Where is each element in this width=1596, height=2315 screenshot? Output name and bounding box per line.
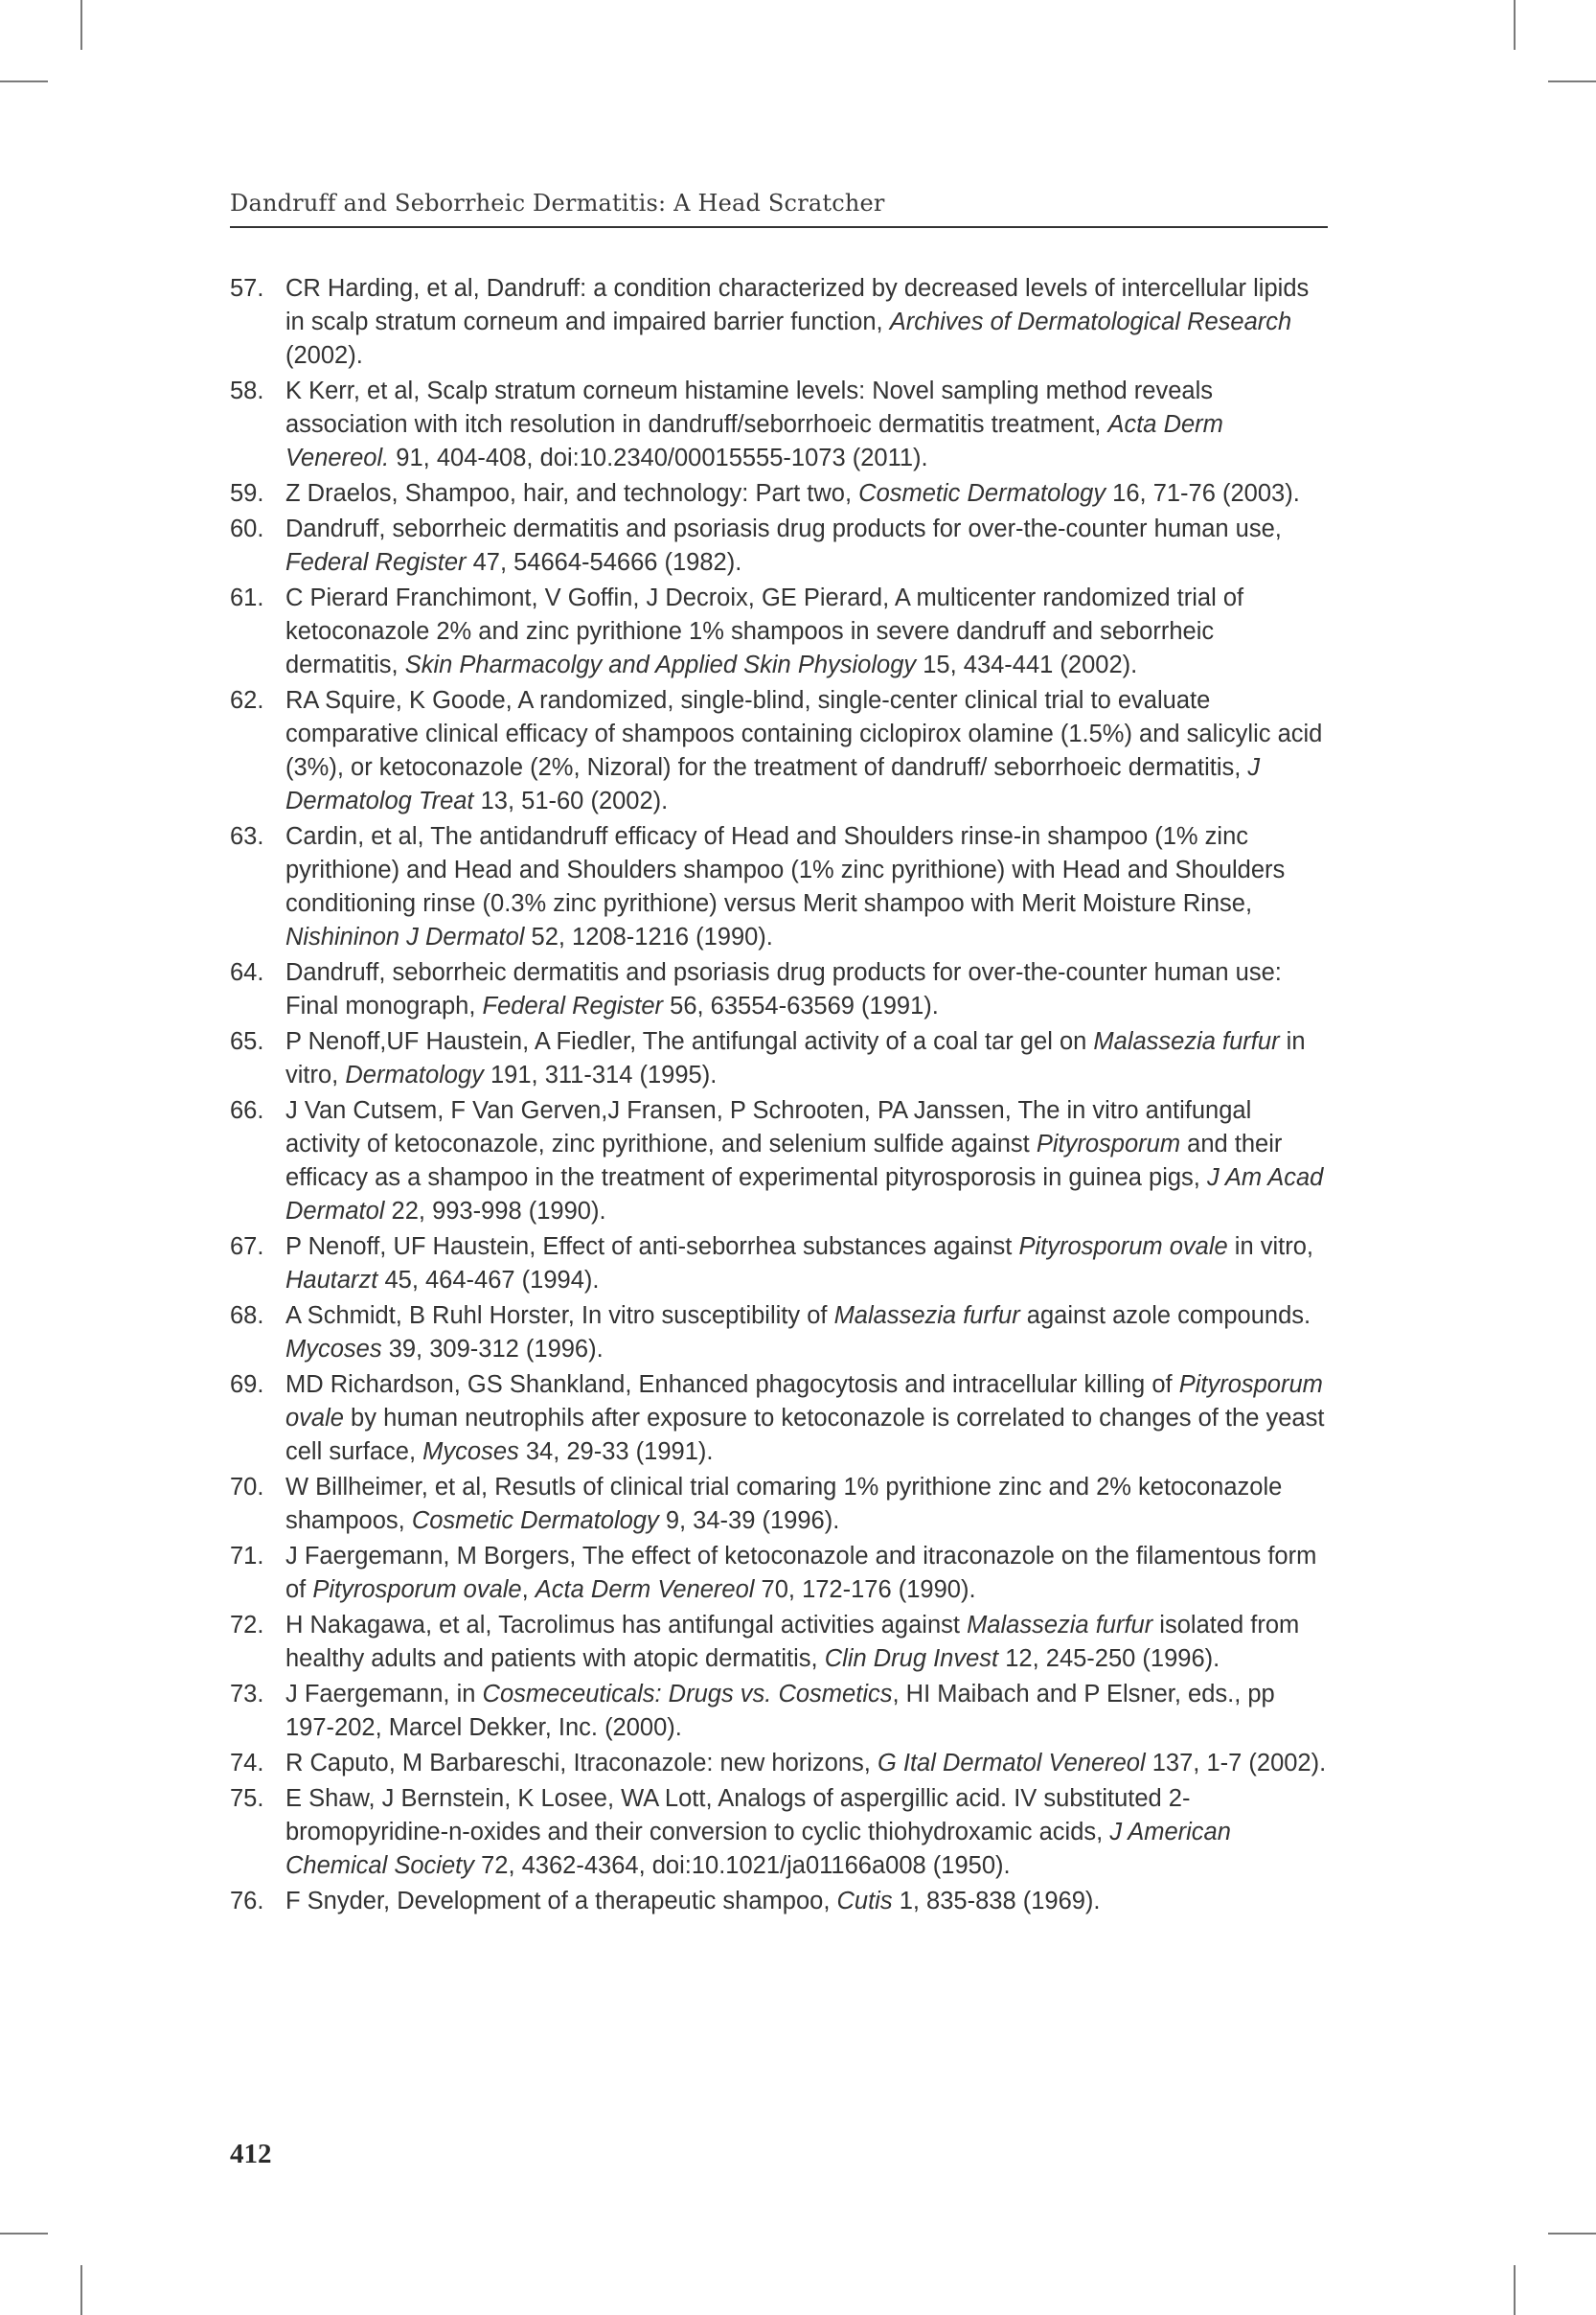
reference-source-title: Archives of Dermatological Research xyxy=(889,309,1292,335)
reference-number: 68. xyxy=(230,1302,264,1329)
reference-text-run: 1, 835-838 (1969). xyxy=(892,1888,1101,1914)
reference-source-title: Nishininon J Dermatol xyxy=(285,924,525,951)
reference-item xyxy=(230,1609,1328,1676)
reference-source-title: J Am Acad Dermatol xyxy=(285,1164,1324,1225)
reference-number: 70. xyxy=(230,1474,264,1501)
reference-number: 72. xyxy=(230,1612,264,1639)
reference-text-run: 70, 172-176 (1990). xyxy=(754,1576,976,1603)
reference-text-run: , HI Maibach and P Elsner, eds., pp 197-202, Marcel Dekker, Inc. (2000). xyxy=(285,1681,1275,1741)
reference-text xyxy=(285,1678,1328,1745)
reference-text-run: RA Squire, K Goode, A randomized, single-blind, single-center clinical trial to evaluate comparative clinical efficacy of shampoos containing ciclopirox olamine (1.5%) and salicylic acid (3%), or ketoconazole (2%, Nizoral) for the treatment of dandruff/ seborrhoeic dermatitis, xyxy=(285,687,1323,781)
reference-text-run: C Pierard Franchimont, V Goffin, J Decroix, GE Pierard, A multicenter randomized trial of ketoconazole 2% and zinc pyrithione 1% shampoos in severe dandruff and seborrheic dermatitis, xyxy=(285,584,1244,678)
reference-text-run: 15, 434-441 (2002). xyxy=(916,652,1138,678)
reference-item xyxy=(230,1368,1328,1469)
crop-mark xyxy=(1514,0,1516,50)
reference-text-run: 52, 1208-1216 (1990). xyxy=(524,924,773,951)
reference-item xyxy=(230,375,1328,475)
reference-source-title: Federal Register xyxy=(285,549,467,576)
reference-number: 60. xyxy=(230,516,264,542)
reference-item xyxy=(230,956,1328,1023)
reference-item xyxy=(230,477,1328,511)
reference-text-run: E Shaw, J Bernstein, K Losee, WA Lott, Analogs of aspergillic acid. IV substituted 2-bromopyridine-n-oxides and their conversion to cyclic thiohydroxamic acids, xyxy=(285,1785,1191,1845)
reference-text-run: 9, 34-39 (1996). xyxy=(658,1507,840,1534)
reference-text-run: 16, 71-76 (2003). xyxy=(1106,480,1300,507)
reference-text-run: against azole compounds. xyxy=(1019,1302,1311,1329)
reference-text xyxy=(285,582,1328,682)
crop-mark xyxy=(80,0,82,50)
reference-source-title: G Ital Dermatol Venereol xyxy=(877,1750,1146,1776)
reference-item xyxy=(230,1540,1328,1607)
reference-text-run: 22, 993-998 (1990). xyxy=(384,1198,606,1225)
reference-number: 63. xyxy=(230,823,264,850)
reference-source-title: Pityrosporum xyxy=(1036,1131,1181,1158)
reference-text-run: J Faergemann, M Borgers, The effect of ketoconazole and itraconazole on the filamentous form of xyxy=(285,1543,1317,1603)
reference-item xyxy=(230,1782,1328,1883)
reference-text xyxy=(285,820,1328,954)
reference-text-run: 13, 51-60 (2002). xyxy=(473,788,669,814)
reference-number: 58. xyxy=(230,378,264,404)
reference-item xyxy=(230,272,1328,373)
reference-text-run: 34, 29-33 (1991). xyxy=(518,1438,714,1465)
reference-number: 69. xyxy=(230,1371,264,1398)
reference-text-run: W Billheimer, et al, Resutls of clinical trial comaring 1% pyrithione zinc and 2% ketoconazole shampoos, xyxy=(285,1474,1283,1534)
reference-source-title: Mycoses xyxy=(285,1336,382,1363)
reference-number: 65. xyxy=(230,1028,264,1055)
reference-text-run: in vitro, xyxy=(1227,1233,1313,1260)
crop-mark xyxy=(1548,2233,1596,2235)
reference-source-title: Skin Pharmacolgy and Applied Skin Physiology xyxy=(404,652,917,678)
reference-item xyxy=(230,820,1328,954)
reference-text-run: in vitro, xyxy=(285,1028,1306,1089)
reference-number: 67. xyxy=(230,1233,264,1260)
reference-source-title: Acta Derm Venereol. xyxy=(285,411,1223,471)
reference-number: 76. xyxy=(230,1888,264,1914)
reference-text-run: H Nakagawa, et al, Tacrolimus has antifungal activities against xyxy=(285,1612,968,1639)
reference-text xyxy=(285,477,1328,511)
reference-source-title: Cosmeceuticals: Drugs vs. Cosmetics xyxy=(482,1681,893,1708)
reference-text-run: Dandruff, seborrheic dermatitis and psoriasis drug products for over-the-counter human use, xyxy=(285,516,1282,542)
reference-number: 64. xyxy=(230,959,264,986)
reference-text xyxy=(285,1540,1328,1607)
reference-item xyxy=(230,1678,1328,1745)
reference-text-run: P Nenoff, UF Haustein, Effect of anti-seborrhea substances against xyxy=(285,1233,1019,1260)
reference-item xyxy=(230,1230,1328,1297)
reference-source-title: Mycoses xyxy=(422,1438,519,1465)
reference-text-run: 91, 404-408, doi:10.2340/00015555-1073 (2011). xyxy=(389,445,928,471)
reference-text xyxy=(285,272,1328,373)
reference-text-run: CR Harding, et al, Dandruff: a condition characterized by decreased levels of intercellular lipids in scalp stratum corneum and impaired barrier function, xyxy=(285,275,1310,335)
reference-number: 57. xyxy=(230,275,264,302)
reference-text-run: 137, 1-7 (2002). xyxy=(1145,1750,1327,1776)
crop-mark xyxy=(80,2265,82,2315)
reference-text-run: and their efficacy as a shampoo in the treatment of experimental pityrosporosis in guinea pigs, xyxy=(285,1131,1283,1191)
reference-text-run: 56, 63554-63569 (1991). xyxy=(663,993,939,1020)
reference-number: 74. xyxy=(230,1750,264,1776)
reference-item xyxy=(230,1471,1328,1538)
reference-text xyxy=(285,375,1328,475)
reference-source-title: Malassezia furfur xyxy=(833,1302,1020,1329)
reference-text-run: by human neutrophils after exposure to ketoconazole is correlated to changes of the yeast cell surface, xyxy=(285,1405,1325,1465)
reference-text-run: 47, 54664-54666 (1982). xyxy=(466,549,742,576)
reference-source-title: J American Chemical Society xyxy=(285,1819,1231,1879)
reference-source-title: Cutis xyxy=(836,1888,893,1914)
reference-source-title: Pityrosporum ovale xyxy=(312,1576,522,1603)
reference-text-run: 39, 309-312 (1996). xyxy=(381,1336,604,1363)
reference-source-title: Federal Register xyxy=(482,993,664,1020)
reference-text-run: P Nenoff,UF Haustein, A Fiedler, The antifungal activity of a coal tar gel on xyxy=(285,1028,1094,1055)
crop-mark xyxy=(1548,80,1596,82)
reference-source-title: Cosmetic Dermatology xyxy=(858,480,1106,507)
reference-number: 71. xyxy=(230,1543,264,1570)
reference-text-run: F Snyder, Development of a therapeutic shampoo, xyxy=(285,1888,837,1914)
reference-list xyxy=(230,272,1328,1920)
reference-text-run: R Caputo, M Barbareschi, Itraconazole: new horizons, xyxy=(285,1750,878,1776)
reference-number: 59. xyxy=(230,480,264,507)
reference-text xyxy=(285,684,1328,818)
reference-item xyxy=(230,1025,1328,1092)
reference-text xyxy=(285,1368,1328,1469)
reference-text-run: 45, 464-467 (1994). xyxy=(377,1267,600,1294)
reference-text xyxy=(285,513,1328,580)
reference-source-title: Acta Derm Venereol xyxy=(535,1576,755,1603)
reference-source-title: Clin Drug Invest xyxy=(824,1645,999,1672)
reference-number: 75. xyxy=(230,1785,264,1812)
reference-item xyxy=(230,1747,1328,1780)
running-head: Dandruff and Seborrheic Dermatitis: A Head Scratcher xyxy=(230,190,885,217)
reference-item xyxy=(230,582,1328,682)
reference-text-run: 191, 311-314 (1995). xyxy=(483,1062,718,1089)
crop-mark xyxy=(0,2233,48,2235)
reference-text-run: J Van Cutsem, F Van Gerven,J Fransen, P Schrooten, PA Janssen, The in vitro antifungal activity of ketoconazole, zinc pyrithione, and selenium sulfide against xyxy=(285,1097,1252,1158)
reference-text-run: K Kerr, et al, Scalp stratum corneum histamine levels: Novel sampling method reveals association with itch resolution in dandruff/seborrhoeic dermatitis treatment, xyxy=(285,378,1214,438)
header-rule xyxy=(230,226,1328,228)
reference-source-title: Pityrosporum ovale xyxy=(1018,1233,1228,1260)
reference-text-run: Dandruff, seborrheic dermatitis and psoriasis drug products for over-the-counter human use: Final monograph, xyxy=(285,959,1282,1020)
reference-item xyxy=(230,684,1328,818)
reference-text xyxy=(285,1094,1328,1228)
reference-number: 62. xyxy=(230,687,264,714)
reference-number: 61. xyxy=(230,584,264,611)
reference-source-title: Hautarzt xyxy=(285,1267,378,1294)
reference-item xyxy=(230,1299,1328,1366)
reference-number: 73. xyxy=(230,1681,264,1708)
reference-text xyxy=(285,1609,1328,1676)
reference-source-title: Malassezia furfur xyxy=(967,1612,1153,1639)
reference-text-run: 12, 245-250 (1996). xyxy=(998,1645,1220,1672)
reference-text-run: (2002). xyxy=(285,342,363,369)
reference-text-run: A Schmidt, B Ruhl Horster, In vitro susceptibility of xyxy=(285,1302,834,1329)
reference-text xyxy=(285,1747,1328,1780)
reference-text xyxy=(285,1782,1328,1883)
reference-item xyxy=(230,1885,1328,1918)
reference-source-title: Dermatology xyxy=(345,1062,484,1089)
reference-text xyxy=(285,1299,1328,1366)
reference-source-title: Pityrosporum ovale xyxy=(285,1371,1323,1432)
reference-text-run: J Faergemann, in xyxy=(285,1681,483,1708)
reference-text-run: isolated from healthy adults and patients with atopic dermatitis, xyxy=(285,1612,1300,1672)
reference-text-run: MD Richardson, GS Shankland, Enhanced phagocytosis and intracellular killing of xyxy=(285,1371,1179,1398)
reference-text-run: 72, 4362-4364, doi:10.1021/ja01166a008 (1950). xyxy=(474,1852,1011,1879)
reference-source-title: Malassezia furfur xyxy=(1093,1028,1280,1055)
reference-text xyxy=(285,1471,1328,1538)
reference-text-run: , xyxy=(521,1576,536,1603)
reference-text xyxy=(285,1230,1328,1297)
reference-source-title: J Dermatolog Treat xyxy=(285,754,1261,814)
reference-text-run: Z Draelos, Shampoo, hair, and technology: Part two, xyxy=(285,480,859,507)
reference-text xyxy=(285,1885,1328,1918)
reference-text-run: Cardin, et al, The antidandruff efficacy of Head and Shoulders rinse-in shampoo (1% zinc pyrithione) and Head and Shoulders shampoo (1% zinc pyrithione) with Head and Shoulders conditioning rinse (0.3% zinc pyrithione) versus Merit shampoo with Merit Moisture Rinse, xyxy=(285,823,1286,917)
reference-text xyxy=(285,1025,1328,1092)
page-number: 412 xyxy=(230,2139,272,2169)
reference-item xyxy=(230,513,1328,580)
reference-number: 66. xyxy=(230,1097,264,1124)
reference-source-title: Cosmetic Dermatology xyxy=(411,1507,659,1534)
crop-mark xyxy=(0,80,48,82)
reference-item xyxy=(230,1094,1328,1228)
crop-mark xyxy=(1514,2265,1516,2315)
reference-text xyxy=(285,956,1328,1023)
